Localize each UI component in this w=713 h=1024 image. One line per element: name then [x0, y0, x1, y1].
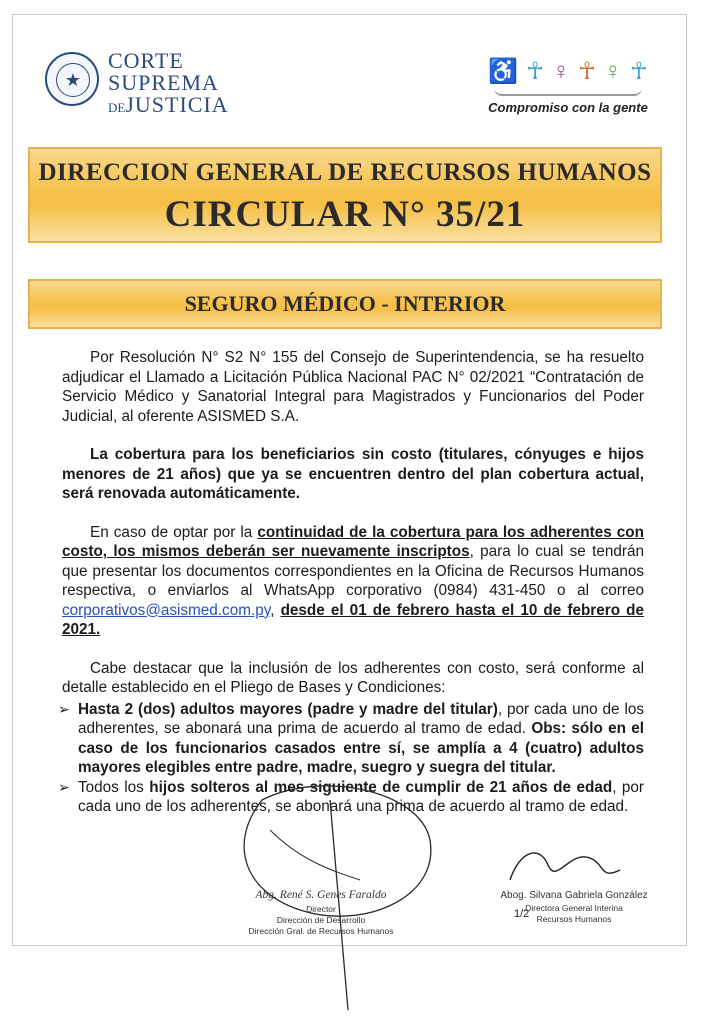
signer-left-title: Director — [306, 904, 336, 914]
swoosh-icon — [494, 88, 642, 96]
text-span: , para lo cual se tendrán que presentar los documentos correspondientes en la Oficina de Recursos Humanos respectiva, o enviarlos al WhatsApp corporativo (0984) 431-450 o al correo — [62, 543, 644, 599]
signer-left-name: Abg. René S. Genes Faraldo — [255, 889, 387, 901]
text-span: Todos los — [78, 778, 150, 796]
slogan: Compromiso con la gente — [488, 100, 648, 115]
logo-line-3-prefix: DE — [108, 100, 126, 115]
signer-right-title: Directora General Interina — [525, 903, 623, 913]
paragraph-resolution: Por Resolución N° S2 N° 155 del Consejo de Superintendencia, se ha resuelto adjudicar el Llamado a Licitación Pública Nacional PAC N° 02/2021 “Contratación de Servicio Médico y Sanatorial Integral para Magistrados y Funcionarios del Poder Judicial, al oferente ASISMED S.A. — [62, 349, 644, 425]
subject-title: SEGURO MÉDICO - INTERIOR — [184, 291, 506, 316]
email-link[interactable]: corporativos@asismed.com.py — [62, 601, 271, 619]
list-item — [58, 778, 645, 817]
signer-left-department: Dirección de Desarrollo — [276, 915, 366, 925]
paragraph-continuity — [62, 523, 644, 640]
logo-line-1: CORTE — [108, 48, 184, 73]
signature-left — [226, 890, 416, 937]
signature-right — [474, 890, 674, 925]
subject-banner — [28, 279, 662, 329]
department-title: DIRECCION GENERAL DE RECURSOS HUMANOS — [38, 159, 652, 186]
text-span: , por cada uno de los adherentes, se abonará una prima de acuerdo al tramo de edad. — [78, 778, 645, 815]
text-span-bold: hijos solteros al mes siguiente de cumplir de 21 años de edad — [149, 778, 613, 796]
paragraph-detail: Cabe destacar que la inclusión de los adherentes con costo, será conforme al detalle establecido en el Pliego de Bases y Condiciones: — [62, 659, 644, 696]
text-span-bold: Obs: sólo en el caso de los funcionarios casados entre sí, se amplía a 4 (cuatro) adultos mayores elegibles entre padre, madre, suegro y suegra del titular. — [78, 720, 644, 776]
seal-icon — [45, 52, 99, 106]
list-item — [58, 700, 644, 778]
arrow-icon: ➢ — [58, 778, 70, 795]
supreme-court-seal — [45, 52, 99, 106]
text-span-bold-underline: continuidad de la cobertura para los adherentes con costo, los mismos deberán ser nuevamente inscriptos — [62, 523, 644, 560]
star-icon: ★ — [56, 63, 90, 97]
paragraph-coverage: La cobertura para los beneficiarios sin costo (titulares, cónyuges e hijos menores de 21 años) que ya se encuentren dentro del plan cobertura actual, será renovada automáticamente. — [62, 446, 644, 502]
text-span: , — [270, 601, 281, 619]
compromiso-logo — [488, 40, 648, 115]
court-logo-text — [108, 50, 229, 119]
document-body — [58, 348, 645, 817]
signer-left-office: Dirección Gral. de Recursos Humanos — [248, 926, 394, 936]
signer-right-department: Recursos Humanos — [536, 914, 612, 924]
title-banner — [28, 147, 662, 243]
text-span: , por cada uno de los adherentes, se abonará una prima de acuerdo al tramo de edad. — [78, 700, 644, 737]
page-number: 1/2 — [514, 908, 530, 920]
text-span-bold: Hasta 2 (dos) adultos mayores (padre y madre del titular) — [78, 700, 498, 718]
logo-line-2: SUPREMA — [108, 70, 219, 95]
deadline-text: desde el 01 de febrero hasta el 10 de febrero de 2021. — [62, 601, 644, 638]
arrow-icon: ➢ — [58, 700, 70, 717]
signer-right-name: Abog. Silvana Gabriela González — [500, 890, 648, 901]
logo-line-3: JUSTICIA — [125, 92, 229, 117]
circular-number: CIRCULAR N° 35/21 — [164, 194, 526, 235]
people-icon: ♿ ☥ ♀ ☥ ♀ ☥ — [488, 58, 648, 85]
conditions-list — [58, 700, 645, 817]
text-span: En caso de optar por la — [90, 523, 258, 541]
